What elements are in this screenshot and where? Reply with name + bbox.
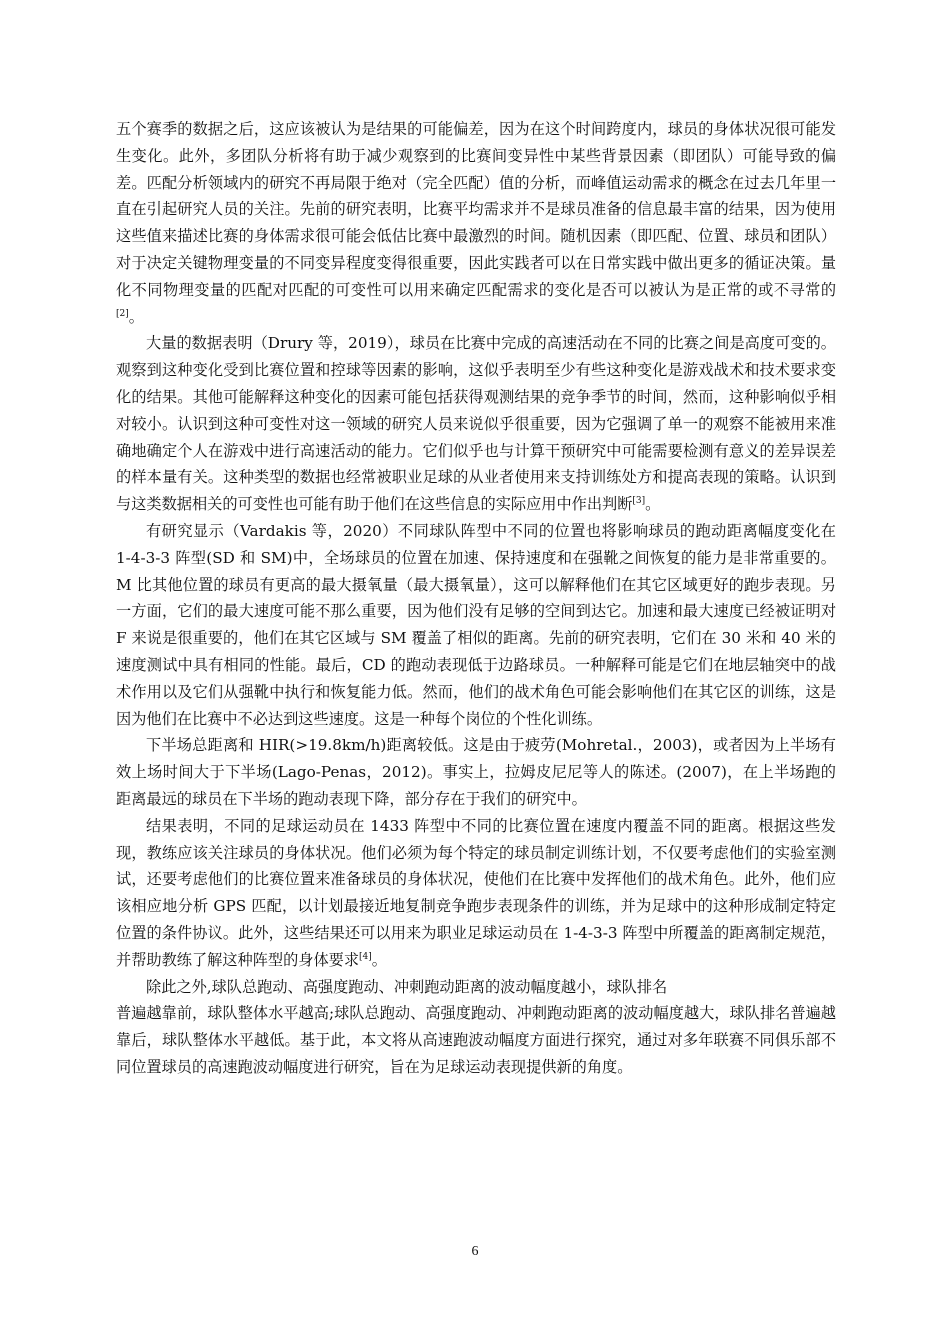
paragraph: 有研究显示（Vardakis 等，2020）不同球队阵型中不同的位置也将影响球员的跑动距离幅度变化在 1-4-3-3 阵型(SD 和 SM)中，全场球员的位置在加速、保持速度和在强靴之间恢复的能力是非常重要的。M 比其他位置的球员有更高的最大摄氧量（最大摄氧量），这可以解释他们在其它区域更好的跑步表现。另一方面，它们的最大速度可能不那么重要，因为他们没有足够的空间到达它。加速和最大速度已经被证明对 F 来说是很重要的，他们在其它区域与 SM 覆盖了相似的距离。先前的研究表明，它们在 30 米和 40 米的速度测试中具有相同的性能。最后，CD 的跑动表现低于边路球员。一种解释可能是它们在地层轴突中的战术作用以及它们从强靴中执行和恢复能力低。然而，他们的战术角色可能会影响他们在其它区的训练，这是因为他们在比赛中不必达到这些速度。这是一种每个岗位的个性化训练。: [116, 521, 836, 728]
document-body: [116, 116, 836, 1081]
paragraph: 五个赛季的数据之后，这应该被认为是结果的可能偏差，因为在这个时间跨度内，球员的身体状况很可能发生变化。此外，多团队分析将有助于减少观察到的比赛间变异性中某些背景因素（即团队）可能导致的偏差。匹配分析领域内的研究不再局限于绝对（完全匹配）值的分析，而峰值运动需求的概念在过去几年里一直在引起研究人员的关注。先前的研究表明，比赛平均需求并不是球员准备的信息最丰富的结果，因为使用这些值来描述比赛的身体需求很可能会低估比赛中最激烈的时间。随机因素（即匹配、位置、球员和团队）对于决定关键物理变量的不同变异程度变得很重要，因此实践者可以在日常实践中做出更多的循证决策。量化不同物理变量的匹配对匹配的可变性可以用来确定匹配需求的变化是否可以被认为是正常的或不寻常的[2]。: [116, 120, 836, 326]
citation-ref: [3]: [632, 496, 646, 507]
paragraph: 结果表明，不同的足球运动员在 1433 阵型中不同的比赛位置在速度内覆盖不同的距离。根据这些发现，教练应该关注球员的身体状况。他们必须为每个特定的球员制定训练计划，不仅要考虑他们的实验室测试，还要考虑他们的比赛位置来准备球员的身体状况，使他们在比赛中发挥他们的战术角色。此外，他们应该相应地分析 GPS 匹配，以计划最接近地复制竞争跑步表现条件的训练，并为足球中的这种形成制定特定位置的条件协议。此外，这些结果还可以用来为职业足球运动员在 1-4-3-3 阵型中所覆盖的距离制定规范，并帮助教练了解这种阵型的身体要求[4]。: [116, 816, 836, 969]
paragraph: 下半场总距离和 HIR(>19.8km/h)距离较低。这是由于疲劳(Mohretal.，2003)，或者因为上半场有效上场时间大于下半场(Lago-Penas，2012)。事实上，拉姆皮尼尼等人的陈述。(2007)，在上半场跑的距离最远的球员在下半场的跑动表现下降，部分存在于我们的研究中。: [116, 736, 836, 808]
citation-ref: [2]: [116, 308, 129, 319]
paragraph: 普遍越靠前，球队整体水平越高;球队总跑动、高强度跑动、冲刺跑动距离的波动幅度越大，球队排名普遍越靠后，球队整体水平越低。基于此，本文将从高速跑波动幅度方面进行探究，通过对多年联赛不同俱乐部不同位置球员的高速跑波动幅度进行研究，旨在为足球运动表现提供新的角度。: [116, 1004, 836, 1076]
paragraph: 大量的数据表明（Drury 等，2019），球员在比赛中完成的高速活动在不同的比赛之间是高度可变的。观察到这种变化受到比赛位置和控球等因素的影响，这似乎表明至少有些这种变化是游戏战术和技术要求变化的结果。其他可能解释这种变化的因素可能包括获得观测结果的竞争季节的时间，然而，这种影响似乎相对较小。认识到这种可变性对这一领域的研究人员来说似乎很重要，因为它强调了单一的观察不能被用来准确地确定个人在游戏中进行高速活动的能力。它们似乎也与计算干预研究中可能需要检测有意义的差异误差的样本量有关。这种类型的数据也经常被职业足球的从业者使用来支持训练处方和提高表现的策略。认识到与这类数据相关的可变性也可能有助于他们在这些信息的实际应用中作出判断[3]。: [116, 334, 836, 514]
page-number: 6: [471, 1244, 479, 1259]
citation-ref: [4]: [359, 951, 372, 962]
paragraph: 除此之外,球队总跑动、高强度跑动、冲刺跑动距离的波动幅度越小，球队排名: [146, 977, 668, 996]
